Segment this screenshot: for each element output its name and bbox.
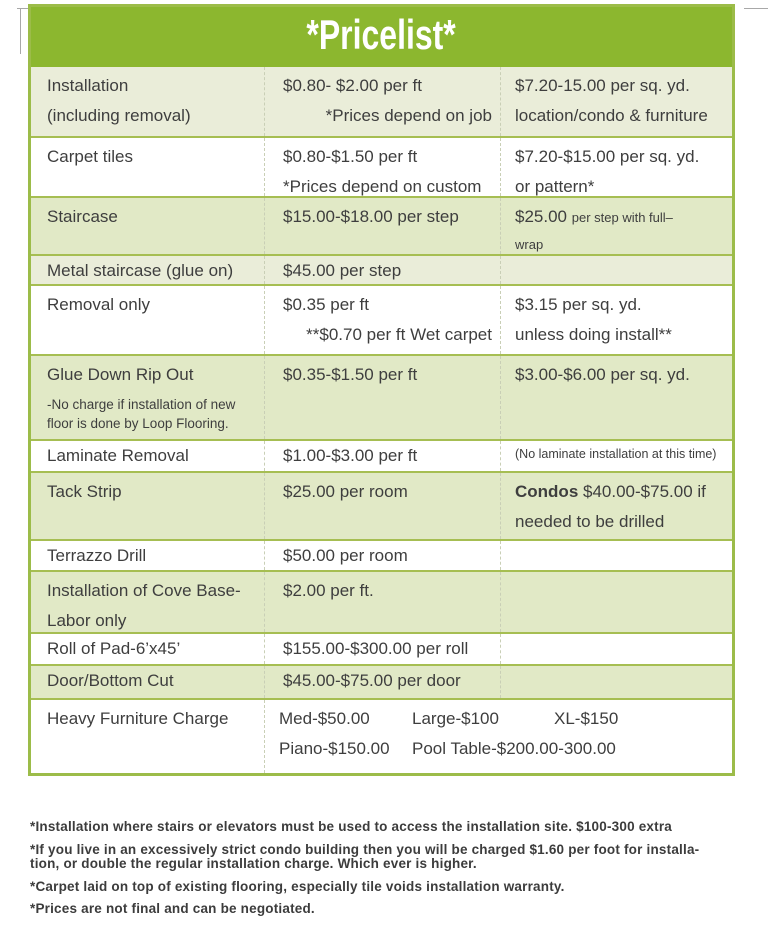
price-text: $15.00-$18.00 per step [283, 207, 459, 226]
price-unit: per step with full– [571, 210, 673, 225]
price-med: Med-$50.00 [279, 709, 370, 728]
item-label: Installation [47, 76, 129, 95]
item-note-line2: floor is done by Loop Flooring. [47, 416, 229, 431]
item-label: Installation of Cove Base- [47, 581, 241, 600]
price-text: $1.00-$3.00 per ft [283, 446, 418, 465]
footnote-stairs-elevators [30, 820, 746, 835]
cell-item [31, 198, 264, 254]
price-note: *Prices depend on custom [283, 177, 482, 196]
cell-item [31, 541, 264, 570]
furniture-price-line1 [279, 704, 724, 734]
cell-price-linear [264, 541, 500, 570]
footnote-line: *Carpet laid on top of existing flooring, especially tile voids installation warranty. [30, 878, 565, 894]
table-row [31, 254, 732, 284]
cell-price-sqyd [500, 198, 732, 254]
footnote-line: *Installation where stairs or elevators must be used to access the installation site. $100-300 extra [30, 819, 673, 834]
item-note [47, 395, 256, 433]
pricelist-table [28, 4, 735, 776]
price-pool-table: Pool Table-$200.00-300.00 [412, 739, 616, 758]
price-note: *Prices depend on job [325, 106, 492, 125]
price-text: $45.00-$75.00 per door [283, 671, 461, 690]
cell-price-linear [264, 256, 500, 284]
price-text: $7.20-$15.00 per sq. yd. [515, 147, 700, 166]
cell-item [31, 441, 264, 471]
page-title: *Pricelist* [306, 12, 457, 59]
cell-price-linear [264, 138, 500, 196]
cell-price-linear [264, 356, 500, 439]
cell-price-linear [264, 441, 500, 471]
table-row [31, 539, 732, 570]
item-label: Staircase [47, 207, 118, 226]
cell-price-sqyd [500, 572, 732, 632]
price-text: $0.35 per ft [283, 295, 370, 314]
footnote-line: *Prices are not final and can be negotiated. [30, 901, 315, 916]
footnote-condo-charge [30, 843, 746, 872]
cell-item [31, 67, 264, 136]
table-row [31, 632, 732, 664]
page-guide-line [744, 8, 768, 9]
price-note: unless doing install** [515, 325, 672, 344]
cell-price-sqyd [500, 634, 732, 664]
price-text: $155.00-$300.00 per roll [283, 639, 469, 658]
price-xl: XL-$150 [554, 709, 619, 728]
table-row [31, 698, 732, 773]
item-label: Heavy Furniture Charge [47, 709, 229, 728]
item-label: Tack Strip [47, 482, 122, 501]
price-note: (No laminate installation at this time) [515, 447, 717, 461]
footnote-line: tion, or double the regular installation charge. Which ever is higher. [30, 856, 477, 871]
price-text [515, 202, 724, 233]
price-note: location/condo & furniture [515, 106, 708, 125]
price-note: needed to be drilled [515, 512, 665, 531]
item-label: Glue Down Rip Out [47, 365, 194, 384]
item-label: Door/Bottom Cut [47, 671, 174, 690]
cell-price-linear [264, 666, 500, 698]
cell-price-sqyd [500, 138, 732, 196]
table-row [31, 570, 732, 632]
cell-item [31, 138, 264, 196]
table-row [31, 284, 732, 354]
item-label: Carpet tiles [47, 147, 133, 166]
item-label-line2: (including removal) [47, 106, 191, 125]
condos-label: Condos [515, 482, 579, 501]
cell-price-sqyd [500, 666, 732, 698]
cell-item [31, 634, 264, 664]
price-note: **$0.70 per ft Wet carpet [306, 325, 492, 344]
price-note: or pattern* [515, 177, 595, 196]
cell-item [31, 286, 264, 354]
cell-price-sqyd [500, 256, 732, 284]
price-amount: $25.00 [515, 207, 567, 226]
price-text [515, 477, 724, 507]
cell-item [31, 473, 264, 539]
table-row [31, 471, 732, 539]
cell-price-sqyd [500, 67, 732, 136]
cell-price-linear [264, 473, 500, 539]
cell-item [31, 572, 264, 632]
price-text: $0.80-$1.50 per ft [283, 147, 418, 166]
cell-item [31, 700, 264, 773]
price-text: $3.15 per sq. yd. [515, 295, 642, 314]
item-label: Metal staircase (glue on) [47, 261, 234, 280]
furniture-price-line2 [279, 734, 724, 764]
table-row [31, 664, 732, 698]
cell-price-sqyd [500, 541, 732, 570]
cell-price-linear [264, 198, 500, 254]
cell-price-linear [264, 67, 500, 136]
price-text: $3.00-$6.00 per sq. yd. [515, 365, 690, 384]
cell-item [31, 356, 264, 439]
item-label: Removal only [47, 295, 150, 314]
table-row [31, 196, 732, 254]
cell-price-linear [264, 634, 500, 664]
price-piano: Piano-$150.00 [279, 739, 390, 758]
cell-price-sqyd [500, 286, 732, 354]
item-label: Roll of Pad-6’x45’ [47, 639, 181, 658]
cell-furniture-prices [264, 700, 732, 773]
cell-price-sqyd [500, 356, 732, 439]
footnotes [30, 820, 746, 925]
table-row [31, 354, 732, 439]
cell-price-sqyd [500, 473, 732, 539]
cell-item [31, 666, 264, 698]
item-label: Terrazzo Drill [47, 546, 147, 565]
price-amount: $40.00-$75.00 if [583, 482, 706, 501]
cell-price-linear [264, 286, 500, 354]
page-guide-line [20, 8, 21, 54]
cell-price-linear [264, 572, 500, 632]
price-text: $45.00 per step [283, 261, 402, 280]
price-text: $7.20-15.00 per sq. yd. [515, 76, 690, 95]
price-text: $50.00 per room [283, 546, 408, 565]
price-text: $25.00 per room [283, 482, 408, 501]
footnote-negotiable [30, 902, 746, 917]
footnote-line: *If you live in an excessively strict condo building then you will be charged $1.60 per foot for installa- [30, 841, 700, 857]
price-text: $0.80- $2.00 per ft [283, 76, 422, 95]
price-unit-line2: wrap [515, 237, 544, 252]
price-large: Large-$100 [412, 709, 499, 728]
table-row [31, 439, 732, 471]
table-row [31, 136, 732, 196]
item-label-line2: Labor only [47, 611, 127, 630]
footnote-warranty [30, 880, 746, 895]
item-note-line1: -No charge if installation of new [47, 397, 236, 412]
cell-item [31, 256, 264, 284]
price-text: $0.35-$1.50 per ft [283, 365, 418, 384]
table-row [31, 65, 732, 136]
item-label: Laminate Removal [47, 446, 189, 465]
price-text: $2.00 per ft. [283, 581, 374, 600]
table-header-bar [31, 7, 732, 65]
cell-price-sqyd [500, 441, 732, 471]
